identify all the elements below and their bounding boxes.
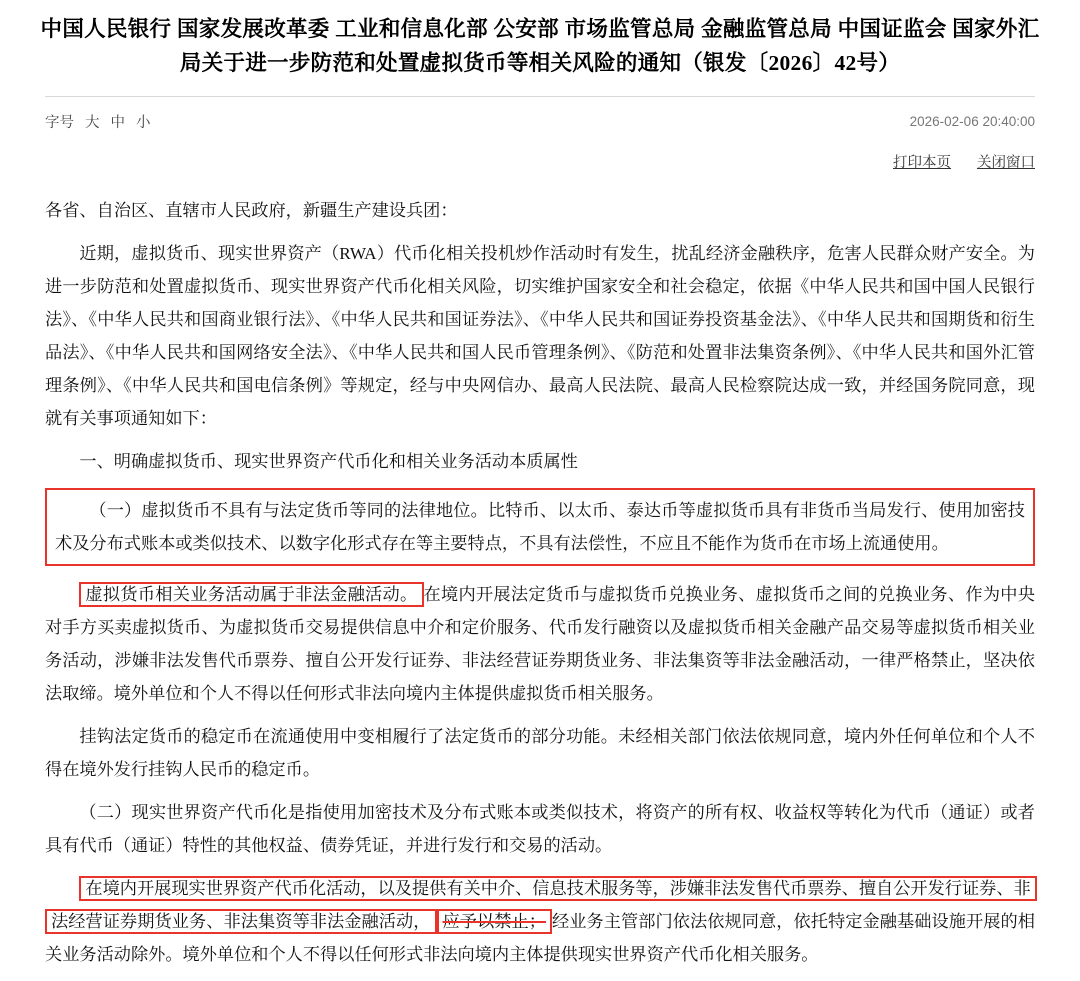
section-heading-one: 一、明确虚拟货币、现实世界资产代币化和相关业务活动本质属性: [79, 452, 578, 471]
close-window-link[interactable]: 关闭窗口: [977, 155, 1035, 171]
font-size-label: 字号: [45, 114, 74, 131]
paragraph-1-5-rest: 经业务主管部门依法依规同意，依托特定金融基础设施开展的相关业务活动除外。境外单位和个人不得以任何形式非法向境内主体提供现实世界资产代币化相关服务。: [45, 912, 1035, 964]
highlight-illegal-financial-activity: 虚拟货币相关业务活动属于非法金融活动。: [79, 582, 423, 607]
font-size-large[interactable]: 大: [85, 114, 100, 131]
meta-bar: [45, 96, 1035, 135]
paragraph-1-2: [45, 578, 1035, 710]
paragraph-1-5: [45, 872, 1035, 971]
intro-paragraph: 近期，虚拟货币、现实世界资产（RWA）代币化相关投机炒作活动时有发生，扰乱经济金融秩序，危害人民群众财产安全。为进一步防范和处置虚拟货币、现实世界资产代币化相关风险，切实维护国家安全和社会稳定，依据《中华人民共和国中国人民银行法》、《中华人民共和国商业银行法》、《中华人民共和国证券法》、《中华人民共和国证券投资基金法》、《中华人民共和国期货和衍生品法》、《中华人民共和国网络安全法》、《中华人民共和国人民币管理条例》、《防范和处置非法集资条例》、《中华人民共和国外汇管理条例》、《中华人民共和国电信条例》等规定，经与中央网信办、最高人民法院、最高人民检察院达成一致，并经国务院同意，现就有关事项通知如下：: [45, 244, 1035, 428]
highlight-strikethrough-prohibited: 应予以禁止；: [437, 909, 552, 934]
font-size-controls: [45, 111, 151, 132]
paragraph-1-1: （一）虚拟货币不具有与法定货币等同的法律地位。比特币、以太币、泰达币等虚拟货币具有非货币当局发行、使用加密技术及分布式账本或类似技术、以数字化形式存在等主要特点，不具有法偿性，不应且不能作为货币在市场上流通使用。: [55, 501, 1025, 553]
paragraph-1-2-rest: 在境内开展法定货币与虚拟货币兑换业务、虚拟货币之间的兑换业务、作为中央对手方买卖虚拟货币、为虚拟货币交易提供信息中介和定价服务、代币发行融资以及虚拟货币相关金融产品交易等虚拟货币相关业务活动，涉嫌非法发售代币票券、擅自公开发行证券、非法经营证券期货业务、非法集资等非法金融活动，一律严格禁止，坚决依法取缔。境外单位和个人不得以任何形式非法向境内主体提供虚拟货币相关服务。: [45, 585, 1035, 703]
page-title: 中国人民银行 国家发展改革委 工业和信息化部 公安部 市场监管总局 金融监管总局 中国证监会 国家外汇局关于进一步防范和处置虚拟货币等相关风险的通知（银发〔2026〕42号）: [40, 17, 1040, 75]
highlight-box-1-1: [45, 488, 1035, 566]
font-size-small[interactable]: 小: [136, 114, 151, 131]
paragraph-1-3: 挂钩法定货币的稳定币在流通使用中变相履行了法定货币的部分功能。未经相关部门依法依规同意，境内外任何单位和个人不得在境外发行挂钩人民币的稳定币。: [45, 727, 1035, 779]
actions-bar: [45, 151, 1035, 172]
document-body: [45, 194, 1035, 971]
highlight-rwa-prohibition: 在境内开展现实世界资产代币化活动，以及提供有关中介、信息技术服务等，涉嫌非法发售代币票券、擅自公开发行证券、非法经营证券期货业务、非法集资等非法金融活动，: [45, 876, 1037, 934]
publish-timestamp: 2026-02-06 20:40:00: [909, 113, 1035, 129]
print-page-link[interactable]: 打印本页: [893, 155, 951, 171]
font-size-medium[interactable]: 中: [110, 114, 125, 131]
salutation: 各省、自治区、直辖市人民政府，新疆生产建设兵团：: [45, 201, 458, 220]
paragraph-1-4: （二）现实世界资产代币化是指使用加密技术及分布式账本或类似技术，将资产的所有权、收益权等转化为代币（通证）或者具有代币（通证）特性的其他权益、债券凭证，并进行发行和交易的活动。: [45, 803, 1035, 855]
